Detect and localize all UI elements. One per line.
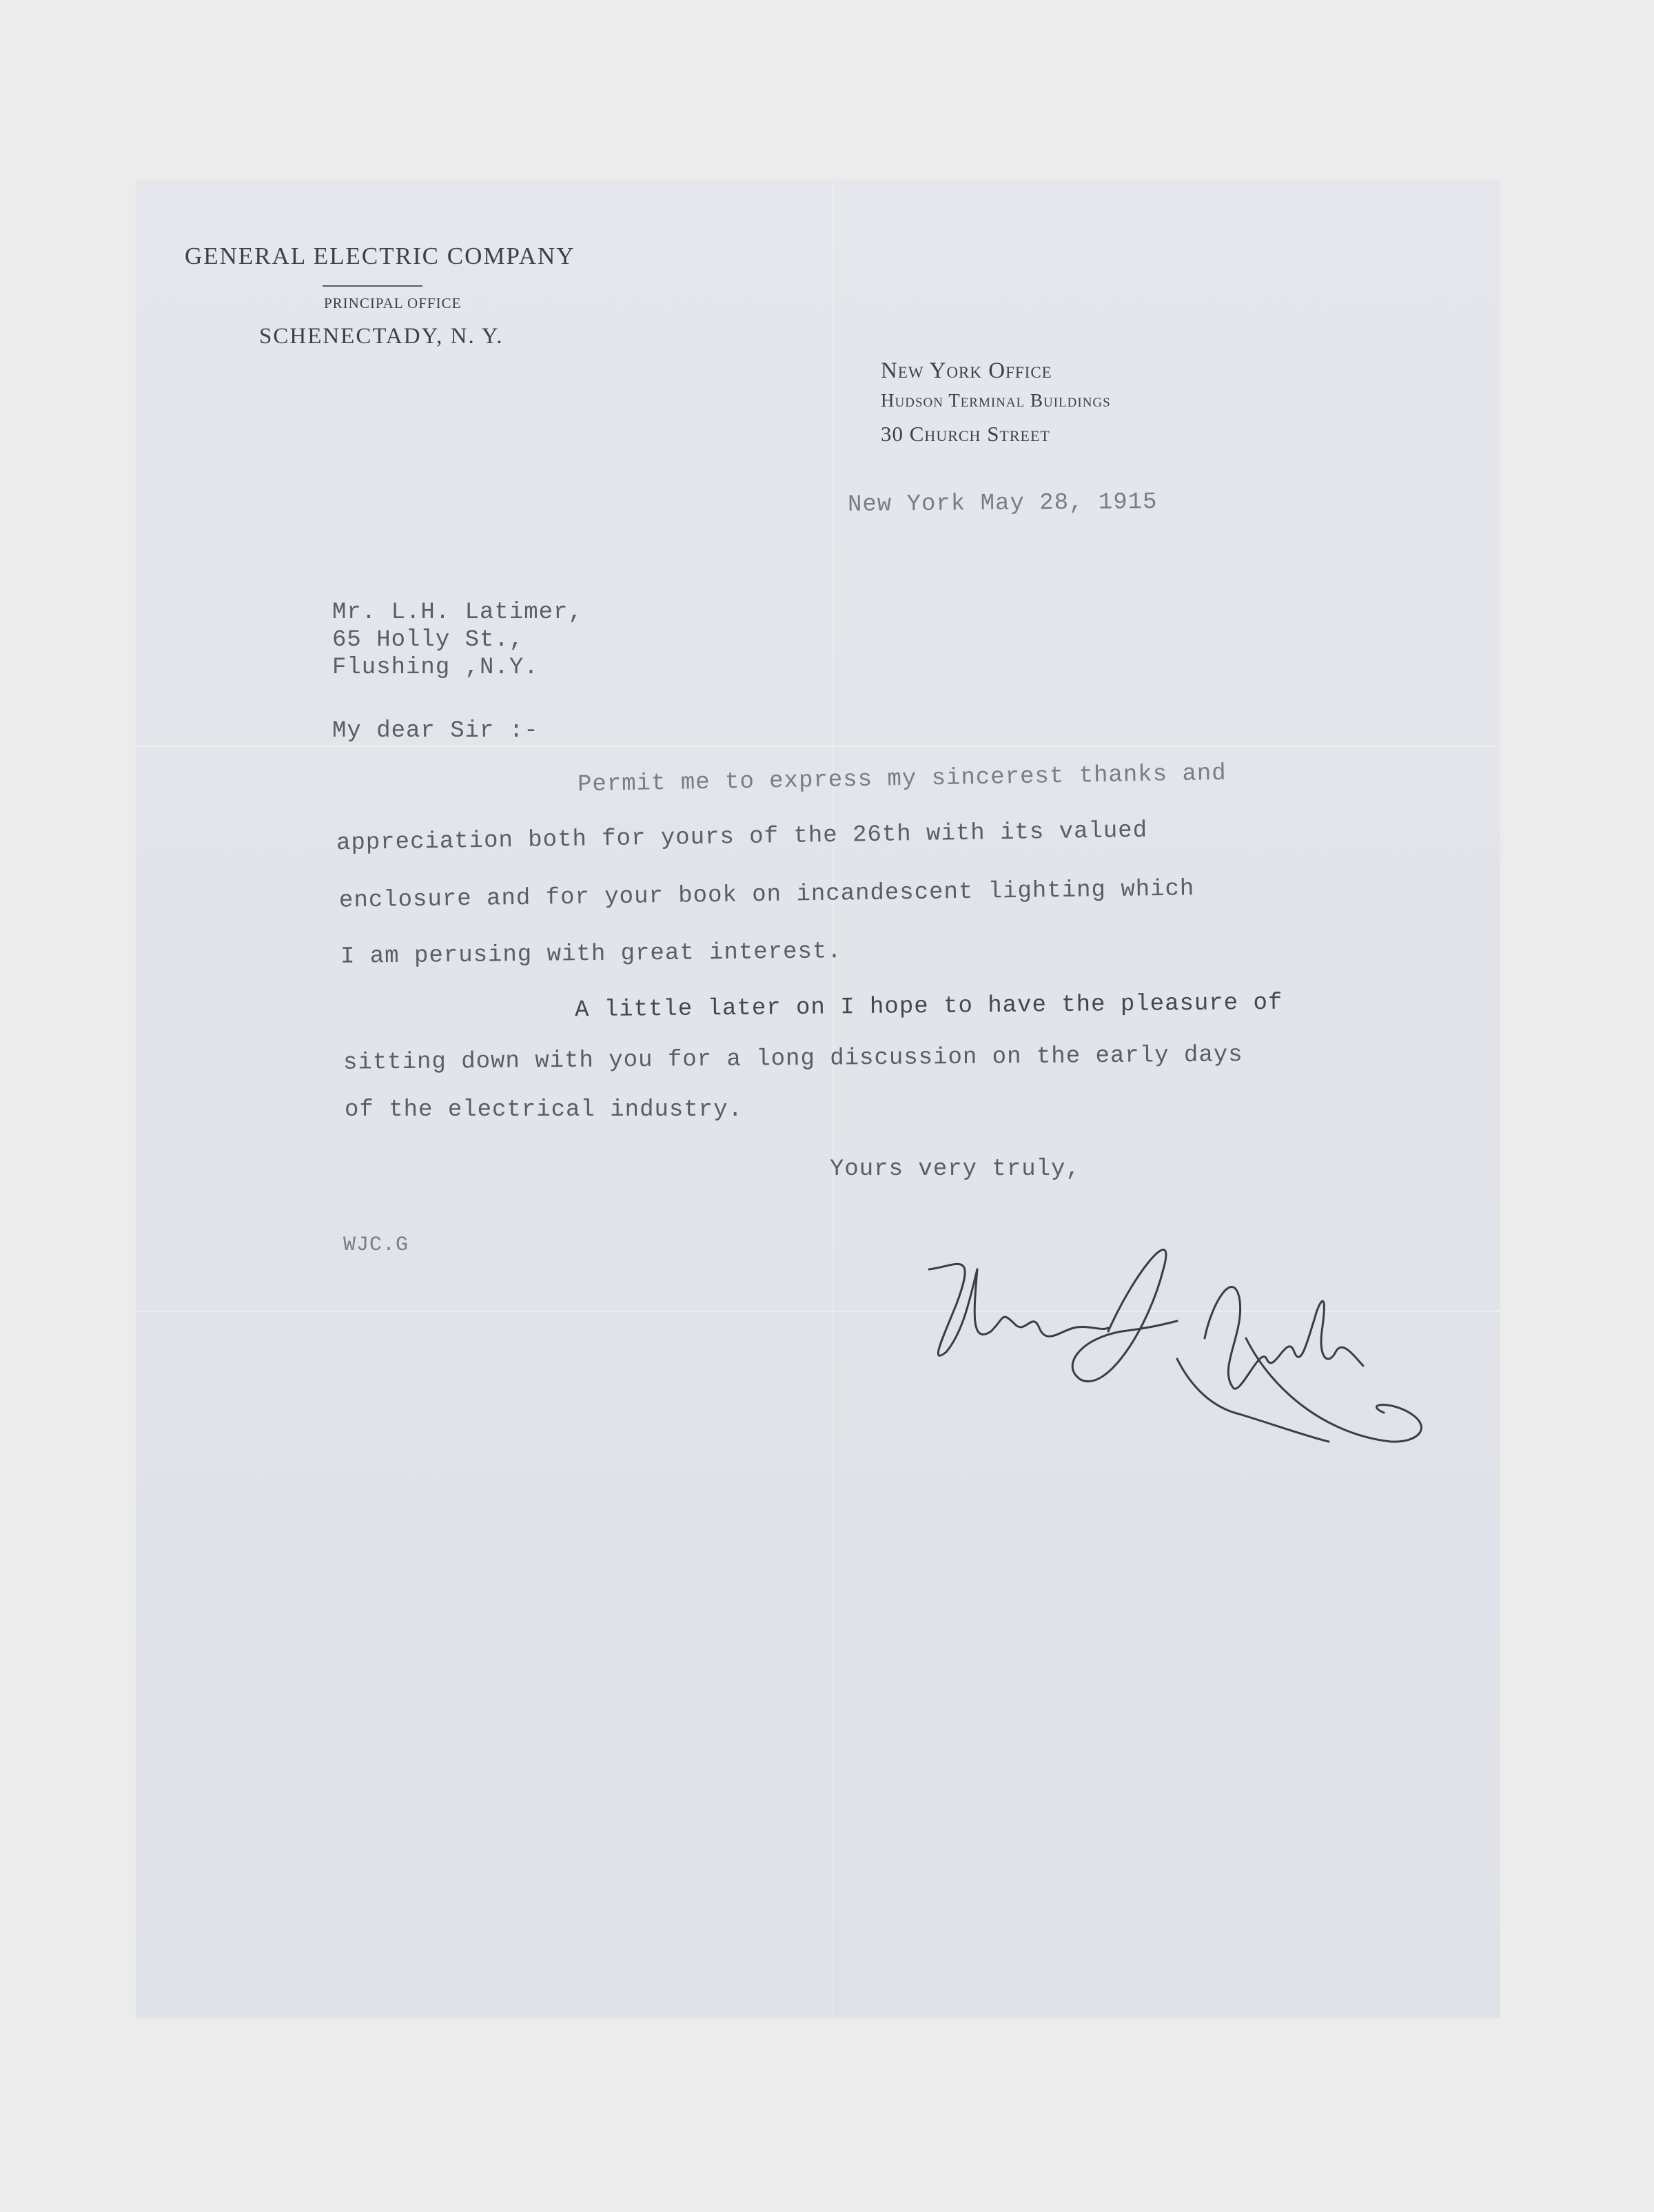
recipient-city: Flushing ,N.Y. (332, 655, 539, 681)
closing: Yours very truly, (830, 1156, 1081, 1182)
body-line: sitting down with you for a long discussion on the early days (343, 1042, 1243, 1076)
recipient-name: Mr. L.H. Latimer, (332, 600, 583, 626)
company-name: GENERAL ELECTRIC COMPANY (185, 243, 575, 269)
branch-office-name: New York Office (881, 358, 1052, 383)
recipient-street: 65 Holly St., (332, 627, 524, 653)
principal-office-label: PRINCIPAL OFFICE (324, 295, 462, 311)
salutation: My dear Sir :- (332, 718, 539, 744)
letterhead-rule (323, 285, 422, 287)
handwritten-signature (915, 1228, 1425, 1476)
branch-office-building: Hudson Terminal Buildings (881, 390, 1111, 411)
body-line: enclosure and for your book on incandescent lighting which (338, 876, 1195, 914)
fold-crease (136, 746, 1500, 747)
typist-initials: WJC.G (343, 1233, 409, 1257)
body-line: A little later on I hope to have the pleasure of (574, 990, 1283, 1024)
letter-sheet (136, 181, 1500, 2018)
fold-crease (833, 181, 834, 2018)
branch-office-street: 30 Church Street (881, 422, 1050, 446)
date-line: New York May 28, 1915 (847, 489, 1158, 518)
body-line: Permit me to express my sincerest thanks and (577, 760, 1227, 799)
body-line: appreciation both for yours of the 26th with its valued (336, 817, 1148, 857)
body-line: of the electrical industry. (345, 1097, 743, 1123)
principal-office-city: SCHENECTADY, N. Y. (259, 324, 504, 349)
body-line: I am perusing with great interest. (340, 939, 842, 970)
